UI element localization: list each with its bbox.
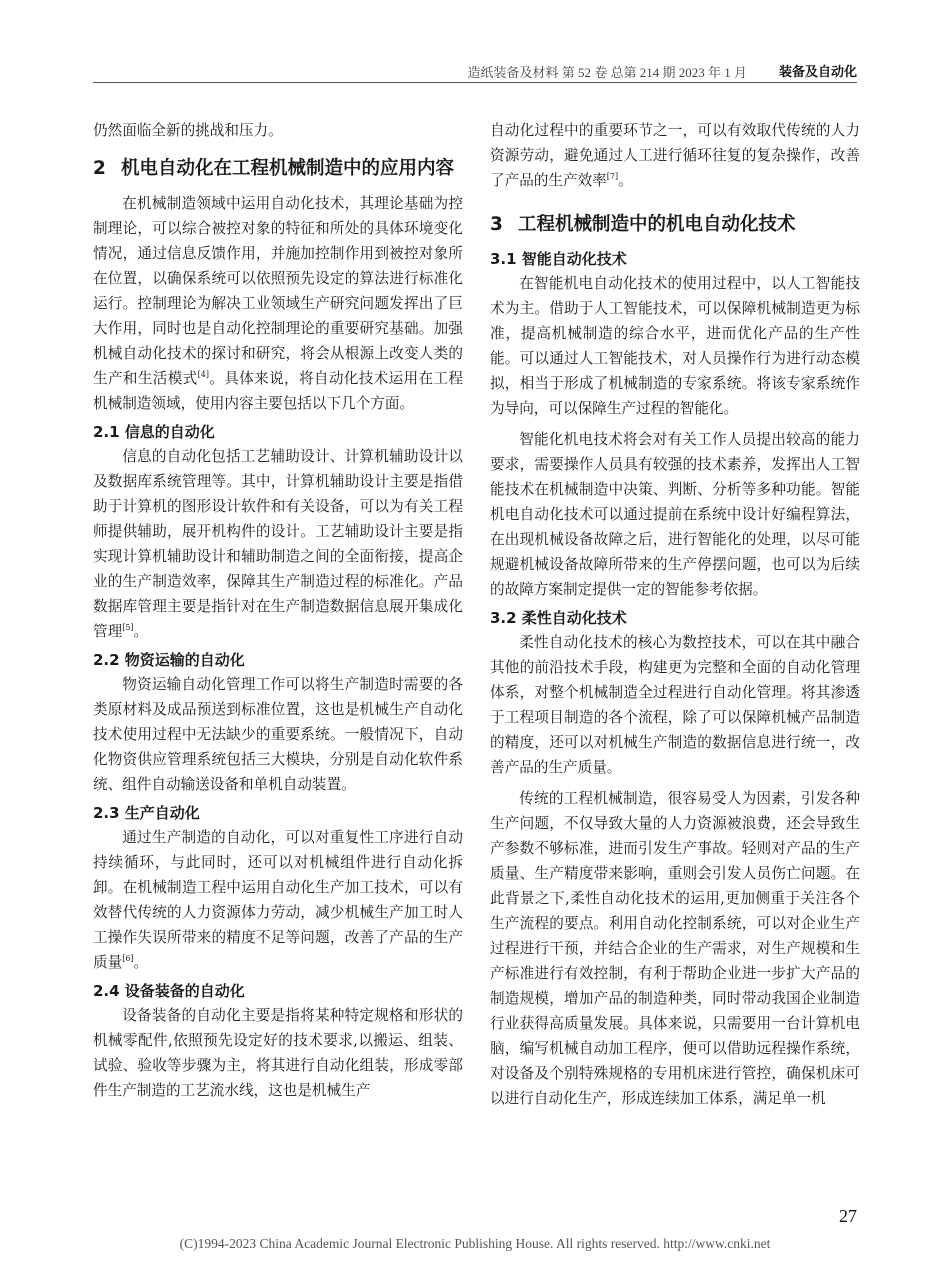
paragraph-text: 。具体来说，将自动化技术运用在工程机械制造领域，使用内容主要包括以下几个方面。 [93, 370, 463, 412]
section-2-number: 2 [93, 158, 106, 179]
journal-info: 造纸装备及材料 第 52 卷 总第 214 期 2023 年 1 月 [467, 65, 747, 80]
paragraph-text: 通过生产制造的自动化，可以对重复性工序进行自动持续循环，与此同时，还可以对机械组件进行自动化拆卸。在机械制造工程中运用自动化生产加工技术，可以有效替代传统的人力资源体力劳动，减少机械生产加工时人工操作失误所带来的精度不足等问题，改善了产品的生产质量 [93, 829, 463, 971]
citation-7: [7] [606, 172, 619, 182]
paragraph-text: 在机械制造领域中运用自动化技术，其理论基础为控制理论，可以综合被控对象的特征和所处的具体环境变化情况，通过信息反馈作用，并施加控制作用到被控对象所在位置，以确保系统可以依照预先设定的算法进行标准化运行。控制理论为解决工业领域生产研究问题发挥出了巨大作用，同时也是自动化控制理论的重要研究基础。加强机械自动化技术的探讨和研究，将会从根源上改变人类的生产和生活模式 [93, 195, 463, 387]
subsection-3-1-text-b: 智能化机电技术将会对有关工作人员提出较高的能力要求，需要操作人员具有较强的技术素养，发挥出人工智能技术在机械制造中决策、判断、分析等多种功能。智能机电自动化技术可以通过提前在系统中设计好编程算法，在出现机械设备故障之后，进行智能化的处理，以尽可能规避机械设备故障所带来的生产停摆问题，也可以为后续的故障方案制定提供一定的智能参考依据。 [490, 431, 860, 598]
subsection-3-1-text-a: 在智能机电自动化技术的使用过程中，以人工智能技术为主。借助于人工智能技术，可以保障机械制造更为标准，提高机械制造的综合水平，进而优化产品的生产性能。可以通过人工智能技术，对人员操作行为进行动态模拟，相当于形成了机械制造的专家系统。将该专家系统作为导向，可以保障生产过程的智能化。 [490, 275, 860, 417]
citation-5: [5] [122, 623, 134, 633]
paragraph-text: 自动化过程中的重要环节之一，可以有效取代传统的人力资源劳动，避免通过人工进行循环往复的复杂操作，改善了产品的生产效率 [490, 122, 860, 189]
running-header [93, 60, 857, 83]
section-2-intro [93, 191, 463, 416]
page-number: 27 [839, 1206, 857, 1226]
citation-6: [6] [122, 954, 134, 964]
subsection-2-4-text: 设备装备的自动化主要是指将某种特定规格和形状的机械零配件,依照预先设定好的技术要求,以搬运、组装、试验、验收等步骤为主，将其进行自动化组装，形成零部件生产制造的工艺流水线，这也是机械生产 [93, 1007, 463, 1099]
subsection-2-3-text [93, 825, 463, 975]
subsection-2-4-heading: 2.4 设备装备的自动化 [93, 982, 245, 1000]
paragraph-text: 。 [133, 954, 149, 971]
section-2-heading [93, 155, 463, 183]
subsection-3-1-heading: 3.1 智能自动化技术 [490, 250, 627, 268]
citation-4: [4] [197, 370, 209, 380]
subsection-2-2-text: 物资运输自动化管理工作可以将生产制造时需要的各类原材料及成品预送到标准位置，这也是机械生产自动化技术使用过程中无法缺少的重要系统。一般情况下，自动化物资供应管理系统包括三大模块，分别是自动化软件系统、组件自动输送设备和单机自动装置。 [93, 676, 463, 793]
section-2-title: 机电自动化在工程机械制造中的应用内容 [121, 158, 455, 179]
right-column [490, 118, 860, 1111]
left-column [93, 118, 463, 1103]
subsection-2-1-text [93, 444, 463, 644]
subsection-2-2-heading: 2.2 物资运输的自动化 [93, 651, 245, 669]
paragraph-text: 信息的自动化包括工艺辅助设计、计算机辅助设计以及数据库系统管理等。其中，计算机辅助设计主要是指借助于计算机的图形设计软件和有关设备，可以为有关工程师提供辅助，展开机构件的设计。工艺辅助设计主要是指实现计算机辅助设计和辅助制造之间的全面衔接，提高企业的生产制造效率，保障其生产制造过程的标准化。产品数据库管理主要是指针对在生产制造数据信息展开集成化管理 [93, 448, 463, 640]
paragraph-text: 。 [133, 623, 149, 640]
subsection-2-1-heading: 2.1 信息的自动化 [93, 423, 215, 441]
subsection-3-2-heading: 3.2 柔性自动化技术 [490, 609, 627, 627]
paragraph-continued: 仍然面临全新的挑战和压力。 [93, 122, 283, 139]
copyright-footer: (C)1994-2023 China Academic Journal Electronic Publishing House. All rights reserved. http://www.cnki.net [179, 1236, 771, 1251]
section-3-number: 3 [490, 214, 503, 235]
subsection-2-3-heading: 2.3 生产自动化 [93, 804, 200, 822]
paragraph-continued [490, 118, 860, 193]
section-3-title: 工程机械制造中的机电自动化技术 [518, 214, 796, 235]
subsection-3-2-text-a: 柔性自动化技术的核心为数控技术，可以在其中融合其他的前沿技术手段，构建更为完整和全面的自动化管理体系，对整个机械制造全过程进行自动化管理。将其渗透于工程项目制造的各个流程，除了可以保障机械产品制造的精度，还可以对机械生产制造的数据信息进行统一，改善产品的生产质量。 [490, 634, 860, 776]
subsection-3-2-text-b: 传统的工程机械制造，很容易受人为因素，引发各种生产问题，不仅导致大量的人力资源被浪费，还会导致生产参数不够标准，进而引发生产事故。轻则对产品的生产质量、生产精度带来影响，重则会引发人员伤亡问题。在此背景之下,柔性自动化技术的运用,更加侧重于关注各个生产流程的要点。利用自动化控制系统，可以对企业生产过程进行干预，并结合企业的生产需求，对生产规模和生产标准进行有效控制，有利于帮助企业进一步扩大产品的制造规模，增加产品的制造种类，同时带动我国企业制造行业获得高质量发展。具体来说，只需要用一台计算机电脑，编写机械自动加工程序，便可以借助远程操作系统，对设备及个别特殊规格的专用机床进行管控，确保机床可以进行自动化生产，形成连续加工体系，满足单一机 [490, 790, 860, 1107]
paragraph-text: 。 [618, 172, 633, 189]
section-tag: 装备及自动化 [778, 65, 857, 80]
section-3-heading [490, 211, 860, 239]
